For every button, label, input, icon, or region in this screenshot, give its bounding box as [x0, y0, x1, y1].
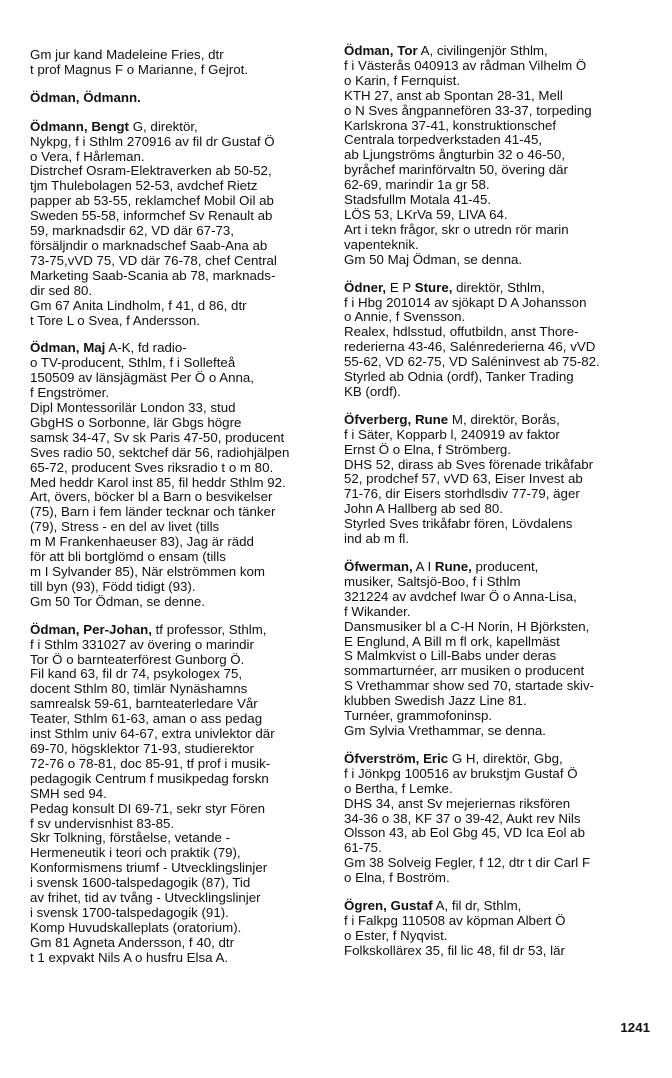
entry-text-line: Gm 50 Maj Ödman, se denna. [344, 251, 523, 267]
entry-name: Ögren, Gustaf [344, 898, 433, 914]
entry-text-line: Stadsfullm Motala 41-45. [344, 192, 492, 208]
entry-text-line: o Annie, f Svensson. [344, 309, 466, 325]
entry-text-line: SMH sed 94. [30, 785, 107, 801]
entry-heading-line [30, 623, 326, 638]
directory-entry [30, 341, 326, 609]
entry-text-line: sommarturnéer, arr musiken o producent [344, 663, 585, 679]
entry-text-line: i svensk 1700-talspedagogik (91). [30, 904, 229, 920]
entry-text-line: 59, marknadsdir 62, VD där 67-73, [30, 223, 234, 239]
entry-text-line: dir sed 80. [30, 282, 93, 298]
directory-entry [344, 413, 648, 547]
entry-text-line: f i Säter, Kopparb l, 240919 av faktor [344, 426, 560, 442]
entry-text-line: Gm 38 Solveig Fegler, f 12, dtr t dir Carl F [344, 855, 591, 871]
entry-title: direktör, Sthlm, [452, 279, 545, 295]
entry-text-line: KTH 27, anst ab Spontan 28-31, Mell [344, 87, 563, 103]
entry-text-line: Centrala torpedverkstaden 41-45, [344, 132, 543, 148]
entry-text-line: Med heddr Karol inst 85, fil heddr Sthlm 92. [30, 474, 286, 490]
entry-text-line: försäljndir o marknadschef Saab-Ana ab [30, 237, 268, 253]
entry-text-line: t prof Magnus F o Marianne, f Gejrot. [30, 61, 249, 77]
entry-name: Ödman, Maj [30, 340, 106, 356]
directory-entry [30, 120, 326, 329]
entry-title: A, fil dr, Sthlm, [432, 898, 522, 914]
entry-text-line: vapenteknik. [344, 236, 419, 252]
entry-text-line: f i Falkpg 110508 av köpman Albert Ö [344, 912, 566, 928]
entry-text-line: Karlskrona 37-41, konstruktionschef [344, 117, 557, 133]
entry-text-line: 71-76, dir Eisers storhdlsdiv 77-79, äger [344, 486, 580, 502]
entry-text-line: Turnéer, grammofoninsp. [344, 708, 493, 724]
entry-text-line: f sv undervisnhist 83-85. [30, 815, 175, 831]
entry-heading-line [344, 44, 648, 59]
entry-text-line: Pedag konsult DI 69-71, sekr styr Fören [30, 800, 266, 816]
entry-text-line: tjm Thulebolagen 52-53, avdchef Rietz [30, 178, 258, 194]
entry-text-line: Gm Sylvia Vrethammar, se denna. [344, 722, 546, 738]
directory-entry [344, 560, 648, 739]
entry-text-line: pedagogik Centrum f musikpedag forskn [30, 770, 269, 786]
entry-text-line: Komp Huvudskalleplats (oratorium). [30, 919, 242, 935]
entry-text-line: o Bertha, f Lemke. [344, 780, 453, 796]
entry-text-line: papper ab 53-55, reklamchef Mobil Oil ab [30, 193, 274, 209]
entry-text-line: Marketing Saab-Scania ab 78, marknads- [30, 267, 276, 283]
entry-text-line: Fil kand 63, fil dr 74, psykologex 75, [30, 666, 243, 682]
entry-text-line: docent Sthlm 80, timlär Nynäshamns [30, 681, 248, 697]
entry-text-line: 150509 av länsjägmäst Per Ö o Anna, [30, 370, 254, 386]
entry-text-line: 69-70, högsklektor 71-93, studierektor [30, 740, 254, 756]
entry-text-line: f Engströmer. [30, 385, 110, 401]
entry-title: A, civilingenjör Sthlm, [417, 43, 548, 58]
entry-text-line: rederierna 43-46, Salénrederierna 46, vVD [344, 339, 596, 355]
directory-entry [344, 281, 648, 400]
entry-text-line: Art, övers, böcker bl a Barn o besvikelser [30, 489, 273, 505]
entry-text-line: 73-75,vVD 75, VD där 76-78, chef Central [30, 252, 277, 268]
entry-text-line: GbgHS o Sorbonne, lär Gbgs högre [30, 414, 242, 430]
entry-text-line: o Karin, f Fernquist. [344, 72, 461, 88]
entry-text-line: o N Sves ångpannefören 33-37, torpeding [344, 102, 592, 118]
right-column [344, 44, 648, 972]
entry-text-line: Folkskollärex 35, fil lic 48, fil dr 53, lär [344, 942, 565, 958]
entry-text-line: i svensk 1600-talspedagogik (87), Tid [30, 875, 251, 891]
entry-text-line: o Vera, f Hårleman. [30, 148, 145, 164]
entry-text-line: av frihet, tid av tvång - Utvecklingslinjer [30, 890, 261, 906]
entry-text-line: samrealsk 59-61, barnteaterledare Vår [30, 696, 258, 712]
entry-text-line: inst Sthlm univ 64-67, extra univlektor där [30, 726, 275, 742]
directory-entry [30, 48, 326, 78]
entry-text-line: S Malmkvist o Lill-Babs under deras [344, 648, 557, 664]
entry-text-line: 321224 av avdchef Iwar Ö o Anna-Lisa, [344, 588, 577, 604]
entry-title: tf professor, Sthlm, [151, 621, 267, 637]
entry-text-line: 62-69, marindir 1a gr 58. [344, 177, 490, 193]
entry-text-line: Skr Tolkning, förståelse, vetande - [30, 830, 231, 846]
entry-text-line: 61-75. [344, 840, 382, 856]
entry-text-line: Teater, Sthlm 61-63, aman o ass pedag [30, 711, 263, 727]
entry-name: Ödman, Tor [344, 43, 418, 58]
entry-text-line: Konformismens triumf - Utvecklingslinjer [30, 860, 268, 876]
entry-text-line: DHS 34, anst Sv mejeriernas riksfören [344, 795, 571, 811]
directory-entry [30, 623, 326, 966]
entry-text-line: Styrled Sves trikåfabr fören, Lövdalens [344, 516, 573, 532]
entry-text-line: m M Frankenhaeuser 83), Jag är rädd [30, 534, 254, 550]
entry-text-line: Gm jur kand Madeleine Fries, dtr [30, 47, 224, 62]
entry-text-line: f i Jönkpg 100516 av brukstjm Gustaf Ö [344, 765, 578, 781]
entry-text-line: till byn (93), Född tidigt (93). [30, 578, 196, 594]
entry-text-line: Sweden 55-58, informchef Sv Renault ab [30, 208, 273, 224]
entry-name: Öfwerman, [344, 559, 413, 574]
entry-text-line: Distrchef Osram-Elektraverken ab 50-52, [30, 163, 272, 179]
entry-given-name: Rune, [434, 559, 472, 574]
entry-text-line: S Vrethammar show sed 70, startade skiv- [344, 678, 595, 694]
entry-text-line: E Englund, A Bill m fl ork, kapellmäst [344, 633, 560, 649]
entry-text-line: Sves radio 50, sektchef där 56, radiohjälpen [30, 444, 290, 460]
entry-text-line: o Ester, f Nyqvist. [344, 927, 448, 943]
entry-text-line: 65-72, producent Sves riksradio t o m 80. [30, 459, 274, 475]
entry-name: Ödman, Per-Johan, [30, 621, 152, 637]
entry-text-line: Dansmusiker bl a C-H Norin, H Björksten, [344, 618, 590, 634]
entry-text-line: John A Hallberg ab sed 80. [344, 501, 503, 517]
entry-text-line: Dipl Montessorilär London 33, stud [30, 400, 236, 416]
entry-initials: A I [412, 559, 435, 574]
entry-text-line: klubben Swedish Jazz Line 81. [344, 693, 527, 709]
entry-initials: E P [386, 279, 415, 295]
entry-text-line: musiker, Saltsjö-Boo, f i Sthlm [344, 573, 521, 589]
entry-text-line: t 1 expvakt Nils A o husfru Elsa A. [30, 949, 229, 965]
entry-text-line: Tor Ö o barnteaterförest Gunborg Ö. [30, 651, 245, 667]
directory-entry [344, 752, 648, 886]
entry-heading-line [344, 413, 648, 428]
directory-entry [344, 44, 648, 268]
entry-text-line: Olsson 43, ab Eol Gbg 45, VD Ica Eol ab [344, 825, 585, 841]
entry-text-line: f i Sthlm 331027 av övering o marindir [30, 636, 254, 652]
entry-name: Ödmann, Bengt [30, 118, 129, 134]
entry-text-line: 52, prodchef 57, vVD 63, Eiser Invest ab [344, 471, 583, 487]
entry-text-line: Gm 67 Anita Lindholm, f 41, d 86, dtr [30, 297, 247, 313]
page-number: 1241 [620, 1020, 650, 1035]
entry-text-line: 72-76 o 78-81, doc 85-91, tf prof i musik- [30, 755, 271, 771]
section-title: Ödman, Ödmann. [30, 89, 141, 105]
directory-entry [344, 899, 648, 959]
entry-heading-line [344, 752, 648, 767]
entry-text-line: ind ab m fl. [344, 531, 410, 547]
entry-text-line: KB (ordf). [344, 383, 401, 399]
entry-title: G, direktör, [129, 118, 198, 134]
entry-name: Öfverström, Eric [344, 750, 449, 766]
entry-text-line: Gm 81 Agneta Andersson, f 40, dtr [30, 934, 235, 950]
entry-heading-line [344, 899, 648, 914]
entry-text-line: Gm 50 Tor Ödman, se denne. [30, 593, 205, 609]
entry-text-line: Art i tekn frågor, skr o utredn rör marin [344, 221, 569, 237]
entry-text-line: för att bli bortglömd o ensam (tills [30, 549, 226, 565]
entry-title: producent, [471, 559, 539, 574]
entry-text-line: f i Västerås 040913 av rådman Vilhelm Ö [344, 57, 587, 73]
entry-text-line: Ernst Ö o Elna, f Strömberg. [344, 441, 512, 457]
entry-text-line: 34-36 o 38, KF 37 o 39-42, Aukt rev Nils [344, 810, 581, 826]
entry-text-line: Realex, hdlsstud, offutbildn, anst Thore- [344, 324, 579, 340]
entry-title: G H, direktör, Gbg, [448, 750, 563, 766]
entry-text-line: f i Hbg 201014 av sjökapt D A Johansson [344, 294, 587, 310]
entry-heading-line [30, 341, 326, 356]
entry-text-line: o TV-producent, Sthlm, f i Sollefteå [30, 355, 236, 371]
entry-text-line: 55-62, VD 62-75, VD Saléninvest ab 75-82. [344, 354, 600, 370]
entry-text-line: ab Ljungströms ångturbin 32 o 46-50, [344, 147, 566, 163]
entry-text-line: f Wikander. [344, 603, 411, 619]
entry-text-line: Hermeneutik i teori och praktik (79), [30, 845, 241, 861]
entry-name: Ödner, [344, 279, 387, 295]
entry-text-line: samsk 34-47, Sv sk Paris 47-50, producent [30, 429, 285, 445]
entry-text-line: m I Sylvander 85), När elströmmen kom [30, 564, 265, 579]
entry-title: M, direktör, Borås, [448, 411, 560, 427]
entry-heading-line [30, 120, 326, 135]
left-column [30, 48, 326, 979]
entry-given-name: Sture, [414, 279, 453, 295]
entry-text-line: Nykpg, f i Sthlm 270916 av fil dr Gustaf Ö [30, 133, 275, 149]
entry-heading-line [344, 281, 648, 296]
entry-text-line: (79), Stress - en del av livet (tills [30, 519, 220, 535]
entry-text-line: DHS 52, dirass ab Sves förenade trikåfabr [344, 456, 594, 472]
entry-name: Öfverberg, Rune [344, 411, 449, 427]
entry-text-line: LÖS 53, LKrVa 59, LIVA 64. [344, 206, 508, 222]
entry-heading-line [344, 560, 648, 575]
entry-text-line: Styrled ab Odnia (ordf), Tanker Trading [344, 369, 574, 385]
entry-title: A-K, fd radio- [105, 340, 187, 356]
entry-text-line: t Tore L o Svea, f Andersson. [30, 312, 201, 328]
entry-text-line: byråchef marinförvaltn 50, övering där [344, 162, 568, 178]
entry-text-line: (75), Barn i fem länder tecknar och tänker [30, 504, 276, 520]
entry-text-line: o Elna, f Boström. [344, 870, 450, 886]
